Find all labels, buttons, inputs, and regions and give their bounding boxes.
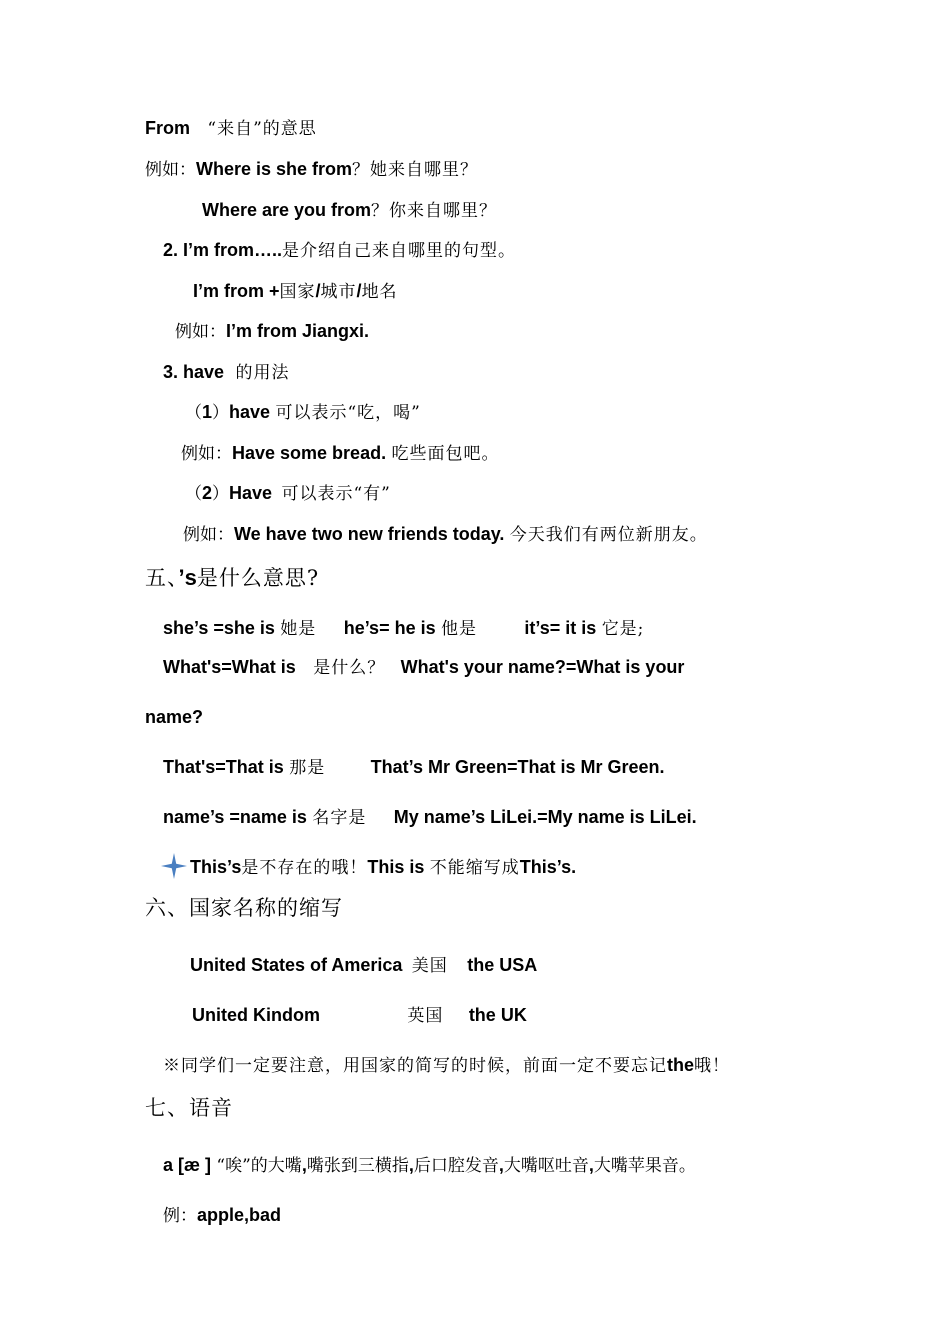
contraction-it: it’s= it is bbox=[524, 618, 597, 638]
word-have: Have bbox=[229, 483, 273, 503]
example-cn: ？她来自哪里？ bbox=[352, 160, 479, 180]
structure-city: 城市 bbox=[320, 282, 357, 302]
example-en: Have some bread. bbox=[232, 443, 387, 463]
heading-section-6 bbox=[145, 894, 343, 922]
slash: / bbox=[315, 281, 321, 301]
line-from-meaning bbox=[145, 116, 317, 141]
example-en: We have two new friends today. bbox=[234, 524, 505, 544]
comma: , bbox=[498, 1155, 504, 1175]
line-have-possess bbox=[185, 481, 391, 506]
line-the-note bbox=[163, 1053, 730, 1078]
word-thiss: This’s bbox=[190, 857, 242, 877]
phonetic-desc-4: 大嘴呕吐音 bbox=[503, 1156, 589, 1176]
country-abbr-usa: the USA bbox=[467, 955, 538, 975]
example-whats: What's your name?=What is your bbox=[400, 657, 685, 677]
example-cn: 吃些面包吧。 bbox=[391, 444, 500, 464]
example-names: My name’s LiLei.=My name is LiLei. bbox=[393, 807, 697, 827]
contraction-thats: That's=That is bbox=[163, 757, 284, 777]
heading-number: 五、 bbox=[145, 566, 179, 590]
slash: / bbox=[356, 281, 362, 301]
word-thiss-2: This’s. bbox=[519, 857, 577, 877]
item-number: 2 bbox=[202, 483, 213, 503]
example-cn: ？你来自哪里？ bbox=[371, 201, 498, 221]
heading-text: 六、国家名称的缩写 bbox=[145, 896, 343, 920]
contraction-names: name’s =name is bbox=[163, 807, 307, 827]
country-cn-uk: 英国 bbox=[407, 1006, 444, 1026]
example-label: 例如： bbox=[145, 160, 196, 180]
four-point-star-icon bbox=[160, 852, 188, 880]
word-have: have bbox=[229, 402, 271, 422]
usage-text: 的用法 bbox=[235, 363, 290, 383]
note-text: ※同学们一定要注意，用国家的简写的时候，前面一定不要忘记 bbox=[163, 1056, 667, 1076]
line-this-note bbox=[160, 852, 576, 880]
example-words: apple,bad bbox=[197, 1205, 282, 1225]
line-have-usage bbox=[163, 360, 289, 385]
country-abbr-uk: the UK bbox=[468, 1005, 527, 1025]
line-thats bbox=[163, 755, 665, 780]
structure-country: 国家 bbox=[279, 282, 316, 302]
comma: , bbox=[408, 1155, 414, 1175]
example-cn: 今天我们有两位新朋友。 bbox=[509, 525, 708, 545]
example-en: I’m from Jiangxi. bbox=[226, 321, 370, 341]
example-thats: That’s Mr Green=That is Mr Green. bbox=[370, 757, 665, 777]
note-text-2: 不能缩写成 bbox=[429, 858, 520, 878]
meaning-whats: 是什么？ bbox=[313, 658, 386, 678]
comma: , bbox=[588, 1155, 594, 1175]
example-label: 例如： bbox=[183, 525, 234, 545]
line-usa bbox=[190, 953, 537, 978]
paren-close: ） bbox=[212, 484, 230, 504]
phonetic-desc-1: “唉”的大嘴 bbox=[216, 1156, 302, 1176]
line-contractions-pronouns bbox=[163, 616, 644, 641]
note-end: 哦！ bbox=[694, 1056, 730, 1076]
heading-text: 七、语音 bbox=[145, 1096, 233, 1120]
item-number: 1 bbox=[202, 402, 213, 422]
line-im-from bbox=[163, 238, 516, 263]
line-example-jiangxi bbox=[175, 319, 369, 344]
line-uk bbox=[192, 1003, 527, 1028]
phonetic-desc-5: 大嘴苹果音。 bbox=[593, 1156, 696, 1176]
meaning-text: 可以表示“有” bbox=[281, 484, 391, 504]
heading-section-7 bbox=[145, 1094, 233, 1122]
line-phonetic-example bbox=[163, 1203, 281, 1228]
meaning-text: “来自”的意思 bbox=[207, 119, 317, 139]
line-example-you bbox=[202, 198, 497, 223]
example-en: Where are you from bbox=[202, 200, 372, 220]
phonetic-desc-2: 嘴张到三横指 bbox=[306, 1156, 409, 1176]
meaning-he: 他是 bbox=[441, 619, 478, 639]
meaning-she: 她是 bbox=[280, 619, 317, 639]
pattern-en: 2. I’m from….. bbox=[163, 240, 283, 260]
structure-en: I’m from + bbox=[193, 281, 280, 301]
line-names bbox=[163, 805, 697, 830]
structure-place: 地名 bbox=[361, 282, 398, 302]
line-whats-cont bbox=[145, 705, 203, 730]
meaning-thats: 那是 bbox=[289, 758, 326, 778]
section-have: 3. have bbox=[163, 362, 225, 382]
example-label: 例： bbox=[163, 1206, 197, 1226]
country-full-uk: United Kindom bbox=[192, 1005, 320, 1025]
country-cn-usa: 美国 bbox=[411, 956, 448, 976]
line-im-from-structure bbox=[193, 279, 398, 304]
paren-close: ） bbox=[212, 403, 230, 423]
word-the: the bbox=[667, 1055, 694, 1075]
example-en: Where is she from bbox=[196, 159, 353, 179]
word-from: From bbox=[145, 118, 190, 138]
meaning-names: 名字是 bbox=[312, 808, 367, 828]
line-have-eat bbox=[185, 400, 421, 425]
heading-section-5 bbox=[145, 564, 319, 592]
example-label: 例如： bbox=[175, 322, 226, 342]
paren-open: （ bbox=[185, 403, 202, 423]
phonetic-desc-3: 后口腔发音 bbox=[413, 1156, 499, 1176]
word-this-is: This is bbox=[367, 857, 425, 877]
paren-open: （ bbox=[185, 484, 202, 504]
meaning-text: 可以表示“吃，喝” bbox=[275, 403, 421, 423]
example-whats-cont: name? bbox=[145, 707, 204, 727]
example-label: 例如： bbox=[181, 444, 232, 464]
country-full-usa: United States of America bbox=[190, 955, 403, 975]
heading-text: 是什么意思? bbox=[196, 566, 320, 590]
contraction-whats: What's=What is bbox=[163, 657, 296, 677]
pattern-cn: 是介绍自己来自哪里的句型。 bbox=[282, 241, 517, 261]
contraction-she: she’s =she is bbox=[163, 618, 275, 638]
phonetic-symbol: a [æ ] bbox=[163, 1155, 212, 1175]
note-text: 是不存在的哦！ bbox=[241, 858, 368, 878]
line-example-bread bbox=[181, 441, 499, 466]
meaning-it: 它是; bbox=[601, 619, 645, 639]
line-phonetic-a bbox=[163, 1153, 696, 1178]
comma: , bbox=[301, 1155, 307, 1175]
heading-s: ’s bbox=[178, 565, 197, 590]
line-example-she bbox=[145, 157, 478, 182]
contraction-he: he’s= he is bbox=[343, 618, 436, 638]
line-example-friends bbox=[183, 522, 708, 547]
line-whats bbox=[163, 655, 684, 680]
